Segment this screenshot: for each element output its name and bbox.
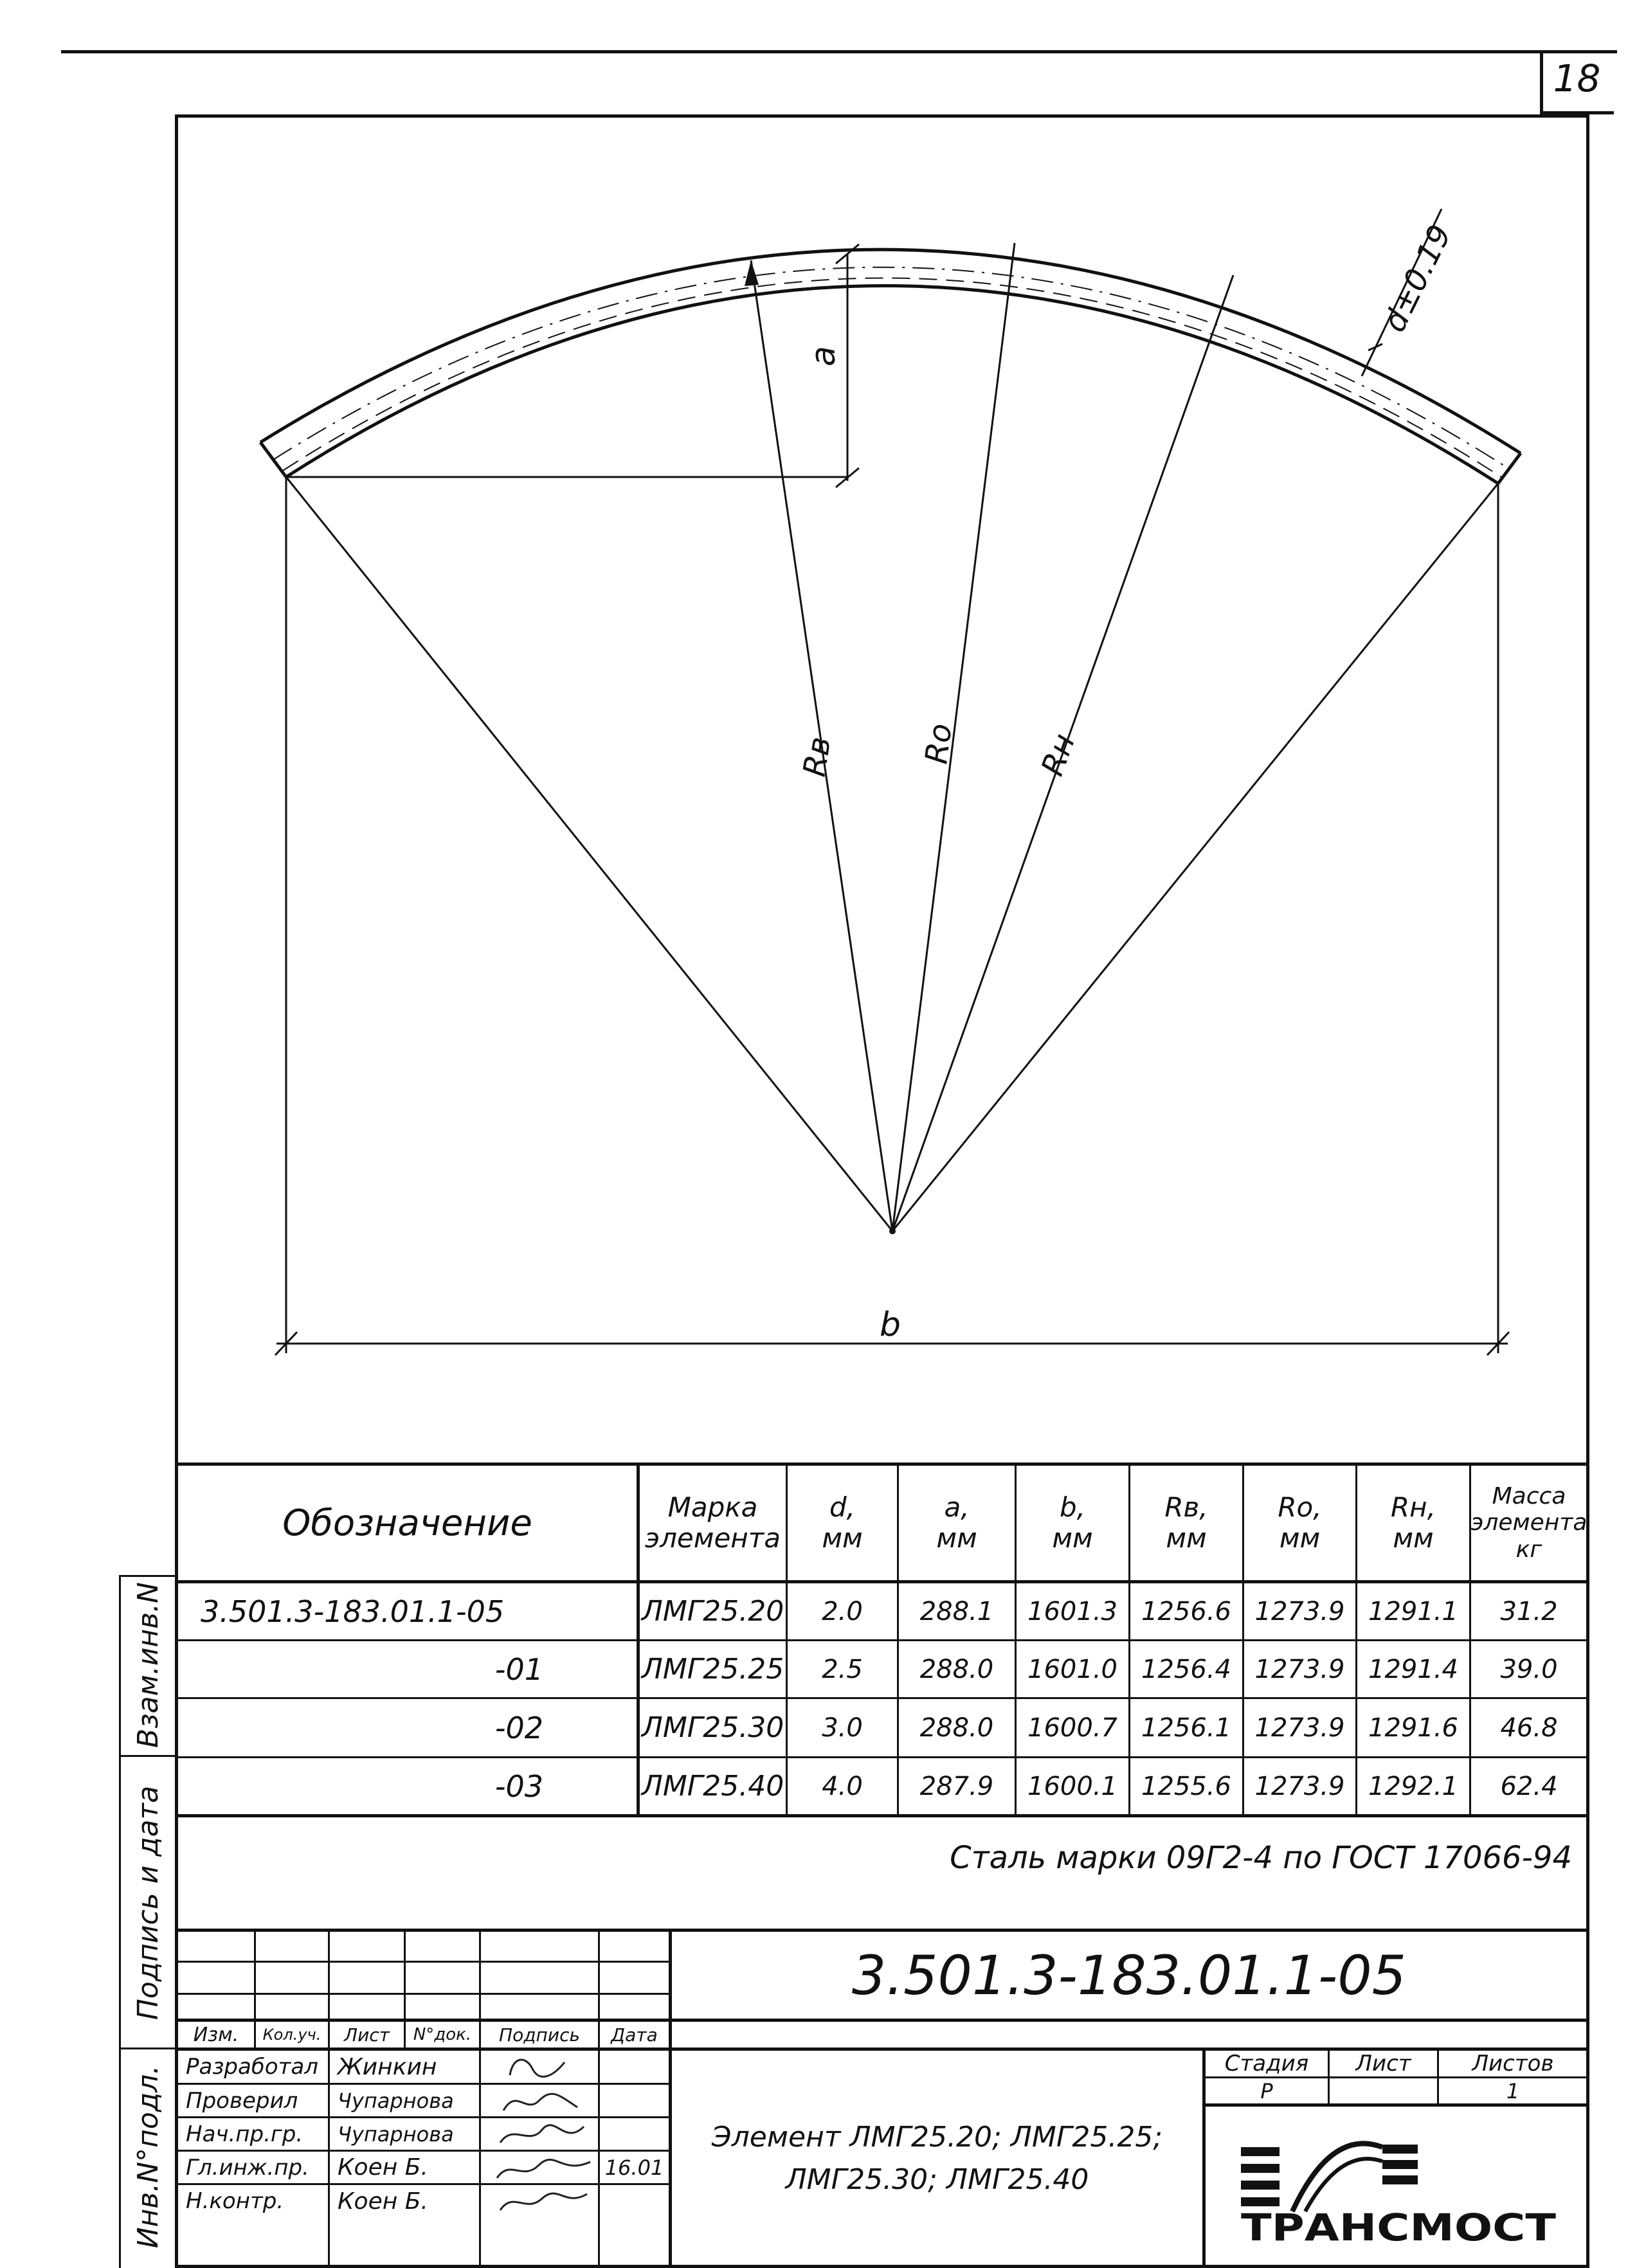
table-row-2-rn: 1291.6 [1368,1713,1458,1743]
table-row-0-rv: 1256.6 [1141,1596,1231,1626]
arc-end-right [1498,453,1521,483]
table-row-0-mark: ЛМГ25.20 [641,1595,784,1628]
header-mass [1471,1466,1587,1580]
header-a-2: мм [936,1522,977,1554]
header-mass-1: Масса [1492,1482,1566,1509]
center-point [889,1228,896,1234]
header-mass-3: кг [1515,1536,1542,1563]
signer-0-name: Жинкин [338,2053,437,2080]
signer-3-role: Гл.инж.пр. [186,2154,309,2181]
header-ro [1244,1466,1355,1580]
signer-1-name: Чупарнова [338,2088,454,2113]
side-strip-inner [119,1575,121,2268]
radius-line-left [286,477,892,1231]
header-b-2: мм [1052,1522,1093,1554]
table-row-2-mark: ЛМГ25.30 [641,1711,784,1744]
sheet-value [1330,2078,1437,2103]
table-row-0-designation: 3.501.3-183.01.1-05 [201,1594,505,1629]
header-rv [1130,1466,1242,1580]
signature-1 [503,2094,577,2110]
table-row-3-a: 287.9 [919,1771,994,1801]
table-row-3-d: 4.0 [822,1771,863,1801]
mid-arc [273,267,1508,468]
sheet-number: 18 [1553,57,1601,100]
label-rv: Rв [796,734,838,779]
table-row-0-b: 1601.3 [1027,1596,1117,1626]
header-rv-2: мм [1166,1522,1207,1554]
sheet-label: Лист [1355,2051,1411,2076]
table-row-0-a: 288.1 [919,1596,994,1626]
table-row-2-d: 3.0 [822,1713,863,1743]
table-row-1-mark: ЛМГ25.25 [641,1653,784,1686]
signature-3 [497,2159,590,2178]
inner-arc [286,285,1498,483]
header-mass-2: элемента [1471,1509,1587,1536]
signer-2-name: Чупарнова [338,2121,454,2146]
table-row-0-ro: 1273.9 [1254,1596,1345,1626]
table-row-0-rn: 1291.1 [1368,1596,1458,1626]
header-a [899,1466,1015,1580]
svg-text:ТРАНСМОСТ: ТРАНСМОСТ [1241,2206,1557,2249]
header-rn-2: мм [1393,1522,1434,1554]
rev-row-2 [175,1993,669,1995]
header-mark-2: элемента [645,1522,781,1554]
rev-header-izm: Изм. [193,2023,239,2046]
table-row-0-mass: 31.2 [1500,1596,1558,1626]
signer-4-name: Коен Б. [338,2188,428,2215]
signer-3-date: 16.01 [604,2155,664,2180]
table-row-3-b: 1600.1 [1027,1771,1117,1801]
table-row-1-mass: 39.0 [1500,1654,1558,1684]
header-rn [1357,1466,1469,1580]
outer-arc [260,249,1521,453]
signer-0-role: Разработал [186,2054,318,2080]
table-row-3-rn: 1292.1 [1368,1771,1458,1801]
signer-2-role: Нач.пр.гр. [186,2121,303,2147]
signatures [481,2049,598,2220]
stage-value: Р [1260,2078,1273,2103]
signature-2 [500,2125,584,2143]
table-row-2-rv: 1256.1 [1141,1713,1231,1743]
company-logo [1235,2121,1569,2250]
rev-row-1 [175,1961,669,1963]
header-mark [640,1466,786,1580]
header-d [788,1466,897,1580]
stage-label: Стадия [1224,2051,1309,2076]
rev-header-list: Лист [344,2024,390,2046]
radius-line-right [892,483,1498,1231]
table-row-1-ro: 1273.9 [1254,1654,1345,1684]
rev-header-kol: Кол.уч. [262,2026,321,2044]
table-row-3-mark: ЛМГ25.40 [641,1770,784,1803]
table-row-2-mass: 46.8 [1500,1713,1558,1743]
signature-0 [510,2060,565,2076]
table-bottom [175,1814,1589,1817]
signer-4-role: Н.контр. [186,2188,284,2214]
table-row-0-d: 2.0 [822,1596,863,1626]
steel-grade-note: Сталь марки 09Г2-4 по ГОСТ 17066-94 [950,1840,1572,1876]
header-d-2: мм [822,1522,863,1554]
table-row-2-a: 288.0 [919,1713,994,1743]
table-row-1-d: 2.5 [822,1654,863,1684]
side-strip-div-1 [119,1755,177,1757]
table-row-3-rv: 1255.6 [1141,1771,1231,1801]
label-b: b [880,1306,901,1344]
table-row-1-rn: 1291.4 [1368,1654,1458,1684]
rev-header-podpis: Подпись [499,2024,580,2046]
arrow-rv [745,260,759,286]
label-a: a [804,346,843,366]
header-rn-1: Rн, [1391,1491,1436,1523]
side-label-vzam-inv: Взам.инв.N [132,1582,165,1748]
table-row-1-b: 1601.0 [1027,1654,1117,1684]
side-label-sign-date: Подпись и дата [132,1785,165,2021]
label-rn: Rн [1034,729,1083,781]
arc-end-left [260,442,286,477]
rev-header-ndok: N°док. [413,2025,472,2044]
header-b [1017,1466,1128,1580]
table-row-3-mass: 62.4 [1500,1771,1558,1801]
header-ro-2: мм [1279,1522,1321,1554]
signature-4 [500,2193,587,2210]
signer-1-role: Проверил [186,2087,298,2114]
side-strip-right [175,1575,178,2268]
rev-col-5 [598,1929,600,2268]
sheets-value: 1 [1506,2078,1520,2103]
sheets-label: Листов [1472,2051,1554,2076]
table-row-2-ro: 1273.9 [1254,1713,1345,1743]
table-row-1-a: 288.0 [919,1654,994,1684]
drawing-code: 3.501.3-183.01.1-05 [851,1943,1407,2007]
document-title-line1: Элемент ЛМГ25.20; ЛМГ25.25; [711,2120,1163,2154]
table-row-1-rv: 1256.4 [1141,1654,1231,1684]
table-row-3-designation: -03 [494,1769,543,1804]
header-ro-1: Ro, [1278,1491,1322,1523]
stage-row-2 [1202,2103,1588,2107]
table-row-2-designation: -02 [494,1710,543,1745]
document-title-line2: ЛМГ25.30; ЛМГ25.40 [785,2163,1089,2196]
header-b-1: b, [1059,1491,1085,1523]
header-designation: Обозначение [282,1502,532,1544]
table-row-3-ro: 1273.9 [1254,1771,1345,1801]
header-mark-1: Марка [667,1491,758,1523]
label-thickness: d±0.19 [1376,219,1459,338]
signer-3-name: Коен Б. [338,2154,428,2181]
header-a-1: a, [944,1491,970,1523]
table-row-1-designation: -01 [494,1652,543,1687]
rev-header-data: Дата [611,2024,658,2046]
header-d-1: d, [829,1491,855,1523]
label-ro: Ro [918,721,959,766]
table-row-2-b: 1600.7 [1027,1713,1117,1743]
header-rv-1: Rв, [1164,1491,1208,1523]
side-label-inv-orig: Инв.N°подл. [132,2065,165,2249]
document-title [672,2051,1202,2266]
